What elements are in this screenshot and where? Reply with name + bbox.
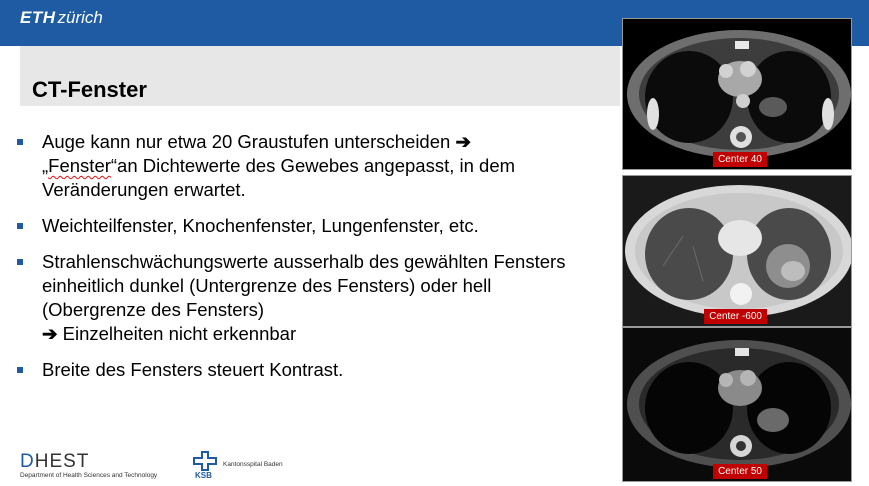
- bullet-item: [14, 250, 592, 346]
- dhest-logo-text: HEST: [34, 451, 90, 472]
- ksb-abbreviation: KSB: [195, 471, 212, 480]
- bullet-text: Weichteilfenster, Knochenfenster, Lungenfenster, etc.: [42, 215, 479, 236]
- dhest-logo: [20, 452, 157, 479]
- eth-logo-bold: ETH: [20, 8, 56, 27]
- bullet-list: [14, 130, 592, 394]
- bullet-text: Breite des Fensters steuert Kontrast.: [42, 359, 344, 380]
- ct-scan-graphic: [623, 176, 851, 326]
- ct-image-lung: [622, 175, 852, 327]
- slide-title: CT-Fenster: [32, 77, 147, 102]
- ct-image-narrow-window: [622, 327, 852, 482]
- eth-logo-rest: zürich: [57, 8, 103, 27]
- bullet-marker-icon: [17, 139, 23, 145]
- ct-scan-graphic: [623, 19, 851, 169]
- spellcheck-word: Fenster: [48, 155, 111, 176]
- window-center-label: Center 50: [713, 464, 767, 479]
- ct-scan-graphic: [623, 328, 851, 481]
- arrow-right-icon: ➔: [42, 323, 58, 344]
- bullet-item: [14, 214, 592, 238]
- window-center-label: Center 40: [713, 152, 767, 167]
- bullet-subtext: Einzelheiten nicht erkennbar: [57, 323, 297, 344]
- eth-logo: [20, 8, 103, 28]
- ksb-cross-icon: [193, 451, 217, 471]
- window-center-label: Center -600: [704, 309, 767, 324]
- bullet-item: [14, 358, 592, 382]
- bullet-text: Auge kann nur etwa 20 Graustufen unterscheiden: [42, 131, 456, 152]
- quote-open: „: [42, 155, 49, 176]
- dhest-logo-letter: D: [20, 451, 35, 472]
- arrow-right-icon: ➔: [455, 131, 471, 152]
- bullet-text: Strahlenschwächungswerte ausserhalb des gewählten Fensters einheitlich dunkel (Untergrenze des Fensters) oder hell (Obergrenze des Fensters): [42, 251, 566, 320]
- dhest-department-name: Department of Health Sciences and Technology: [20, 472, 158, 479]
- ksb-name: Kantonsspital Baden: [223, 461, 283, 468]
- bullet-text-rest: “an Dichtewerte des Gewebes angepasst, in dem Veränderungen erwartet.: [42, 155, 516, 200]
- bullet-marker-icon: [17, 223, 23, 229]
- bullet-item: [14, 130, 592, 202]
- bullet-marker-icon: [17, 259, 23, 265]
- ct-image-soft-tissue: [622, 18, 852, 170]
- bullet-marker-icon: [17, 367, 23, 373]
